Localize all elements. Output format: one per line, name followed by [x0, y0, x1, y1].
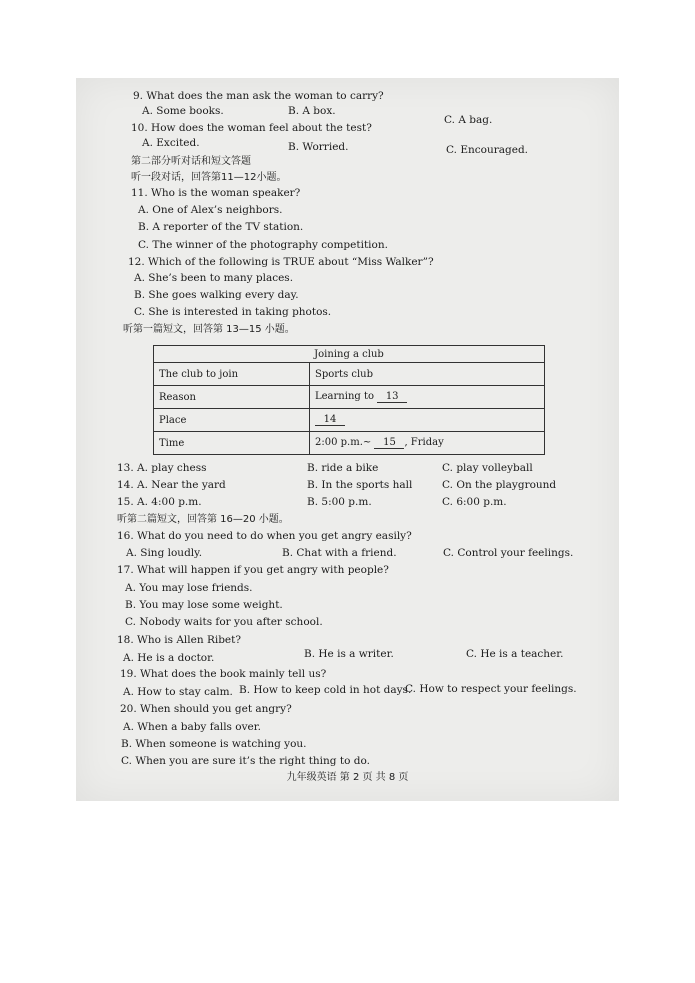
option-c: C. Control your feelings.: [443, 547, 574, 559]
option-b: B. 5:00 p.m.: [307, 496, 372, 508]
q12-option-b: B. She goes walking every day.: [134, 289, 299, 301]
club-table: [153, 345, 545, 455]
q20-option-b: B. When someone is watching you.: [121, 738, 307, 750]
row-label: The club to join: [154, 363, 310, 386]
option-a: A. Sing loudly.: [126, 547, 203, 559]
option-c: C. A bag.: [444, 114, 493, 126]
option-b: B. How to keep cold in hot days.: [239, 684, 412, 696]
option-c: C. 6:00 p.m.: [442, 496, 507, 508]
row-label: Place: [154, 409, 310, 432]
row-value: Learning to 13: [310, 386, 545, 409]
option-c: C. On the playground: [442, 479, 557, 491]
q17-option-c: C. Nobody waits for you after school.: [125, 616, 323, 628]
option-a: A. He is a doctor.: [123, 652, 215, 664]
q12-option-c: C. She is interested in taking photos.: [134, 306, 332, 318]
question-12: 12. Which of the following is TRUE about “Miss Walker”?: [128, 256, 434, 268]
row-value: 2:00 p.m.~ 15 , Friday: [310, 432, 545, 455]
q12-option-a: A. She’s been to many places.: [134, 272, 294, 284]
question-16: 16. What do you need to do when you get angry easily?: [117, 530, 412, 542]
q20-option-c: C. When you are sure it’s the right thing to do.: [121, 755, 370, 767]
question-20: 20. When should you get angry?: [120, 703, 292, 715]
exam-page: [76, 78, 619, 801]
q11-option-c: C. The winner of the photography competition.: [138, 239, 388, 251]
passage-2-instruction: 听第二篇短文，回答第 16—20 小题。: [117, 514, 289, 525]
option-b: B. ride a bike: [307, 462, 379, 474]
table-caption-row: [154, 346, 545, 363]
option-a: A. Some books.: [142, 105, 224, 117]
question-9: 9. What does the man ask the woman to carry?: [133, 90, 384, 102]
option-c: C. How to respect your feelings.: [405, 683, 577, 695]
q11-option-a: A. One of Alex’s neighbors.: [138, 204, 283, 216]
q11-option-b: B. A reporter of the TV station.: [138, 221, 304, 233]
table-row: [154, 363, 545, 386]
row-label: Reason: [154, 386, 310, 409]
passage-1-instruction: 听第一篇短文，回答第 13—15 小题。: [123, 324, 295, 335]
question-18: 18. Who is Allen Ribet?: [117, 634, 241, 646]
answer-blank-14[interactable]: 14: [315, 414, 345, 426]
row-label: Time: [154, 432, 310, 455]
option-b: B. He is a writer.: [304, 648, 394, 660]
option-c: C. Encouraged.: [446, 144, 529, 156]
option-a: A. Excited.: [142, 137, 200, 149]
question-17: 17. What will happen if you get angry with people?: [117, 564, 389, 576]
page-footer: 九年级英语 第 2 页 共 8 页: [286, 772, 409, 783]
row-value: [310, 409, 545, 432]
q20-option-a: A. When a baby falls over.: [123, 721, 261, 733]
option-c: C. He is a teacher.: [466, 648, 564, 660]
question-19: 19. What does the book mainly tell us?: [120, 668, 327, 680]
dialog-instruction: 听一段对话，回答第11—12小题。: [131, 172, 287, 183]
option-b: B. Chat with a friend.: [282, 547, 397, 559]
part-2-heading: 第二部分听对话和短文答题: [131, 156, 251, 167]
table-row: [154, 409, 545, 432]
question-10: 10. How does the woman feel about the test?: [131, 122, 372, 134]
q17-option-b: B. You may lose some weight.: [125, 599, 283, 611]
option-b: B. A box.: [288, 105, 336, 117]
row-value: Sports club: [310, 363, 545, 386]
option-a: A. How to stay calm.: [123, 686, 233, 698]
answer-blank-13[interactable]: 13: [377, 391, 407, 403]
q17-option-a: A. You may lose friends.: [125, 582, 253, 594]
option-a: 13. A. play chess: [117, 462, 207, 474]
table-caption: Joining a club: [154, 346, 545, 363]
answer-blank-15[interactable]: 15: [374, 437, 404, 449]
table-row: [154, 432, 545, 455]
option-a: 14. A. Near the yard: [117, 479, 226, 491]
option-a: 15. A. 4:00 p.m.: [117, 496, 202, 508]
question-11: 11. Who is the woman speaker?: [131, 187, 301, 199]
table-row: [154, 386, 545, 409]
option-b: B. In the sports hall: [307, 479, 413, 491]
option-b: B. Worried.: [288, 141, 349, 153]
option-c: C. play volleyball: [442, 462, 533, 474]
